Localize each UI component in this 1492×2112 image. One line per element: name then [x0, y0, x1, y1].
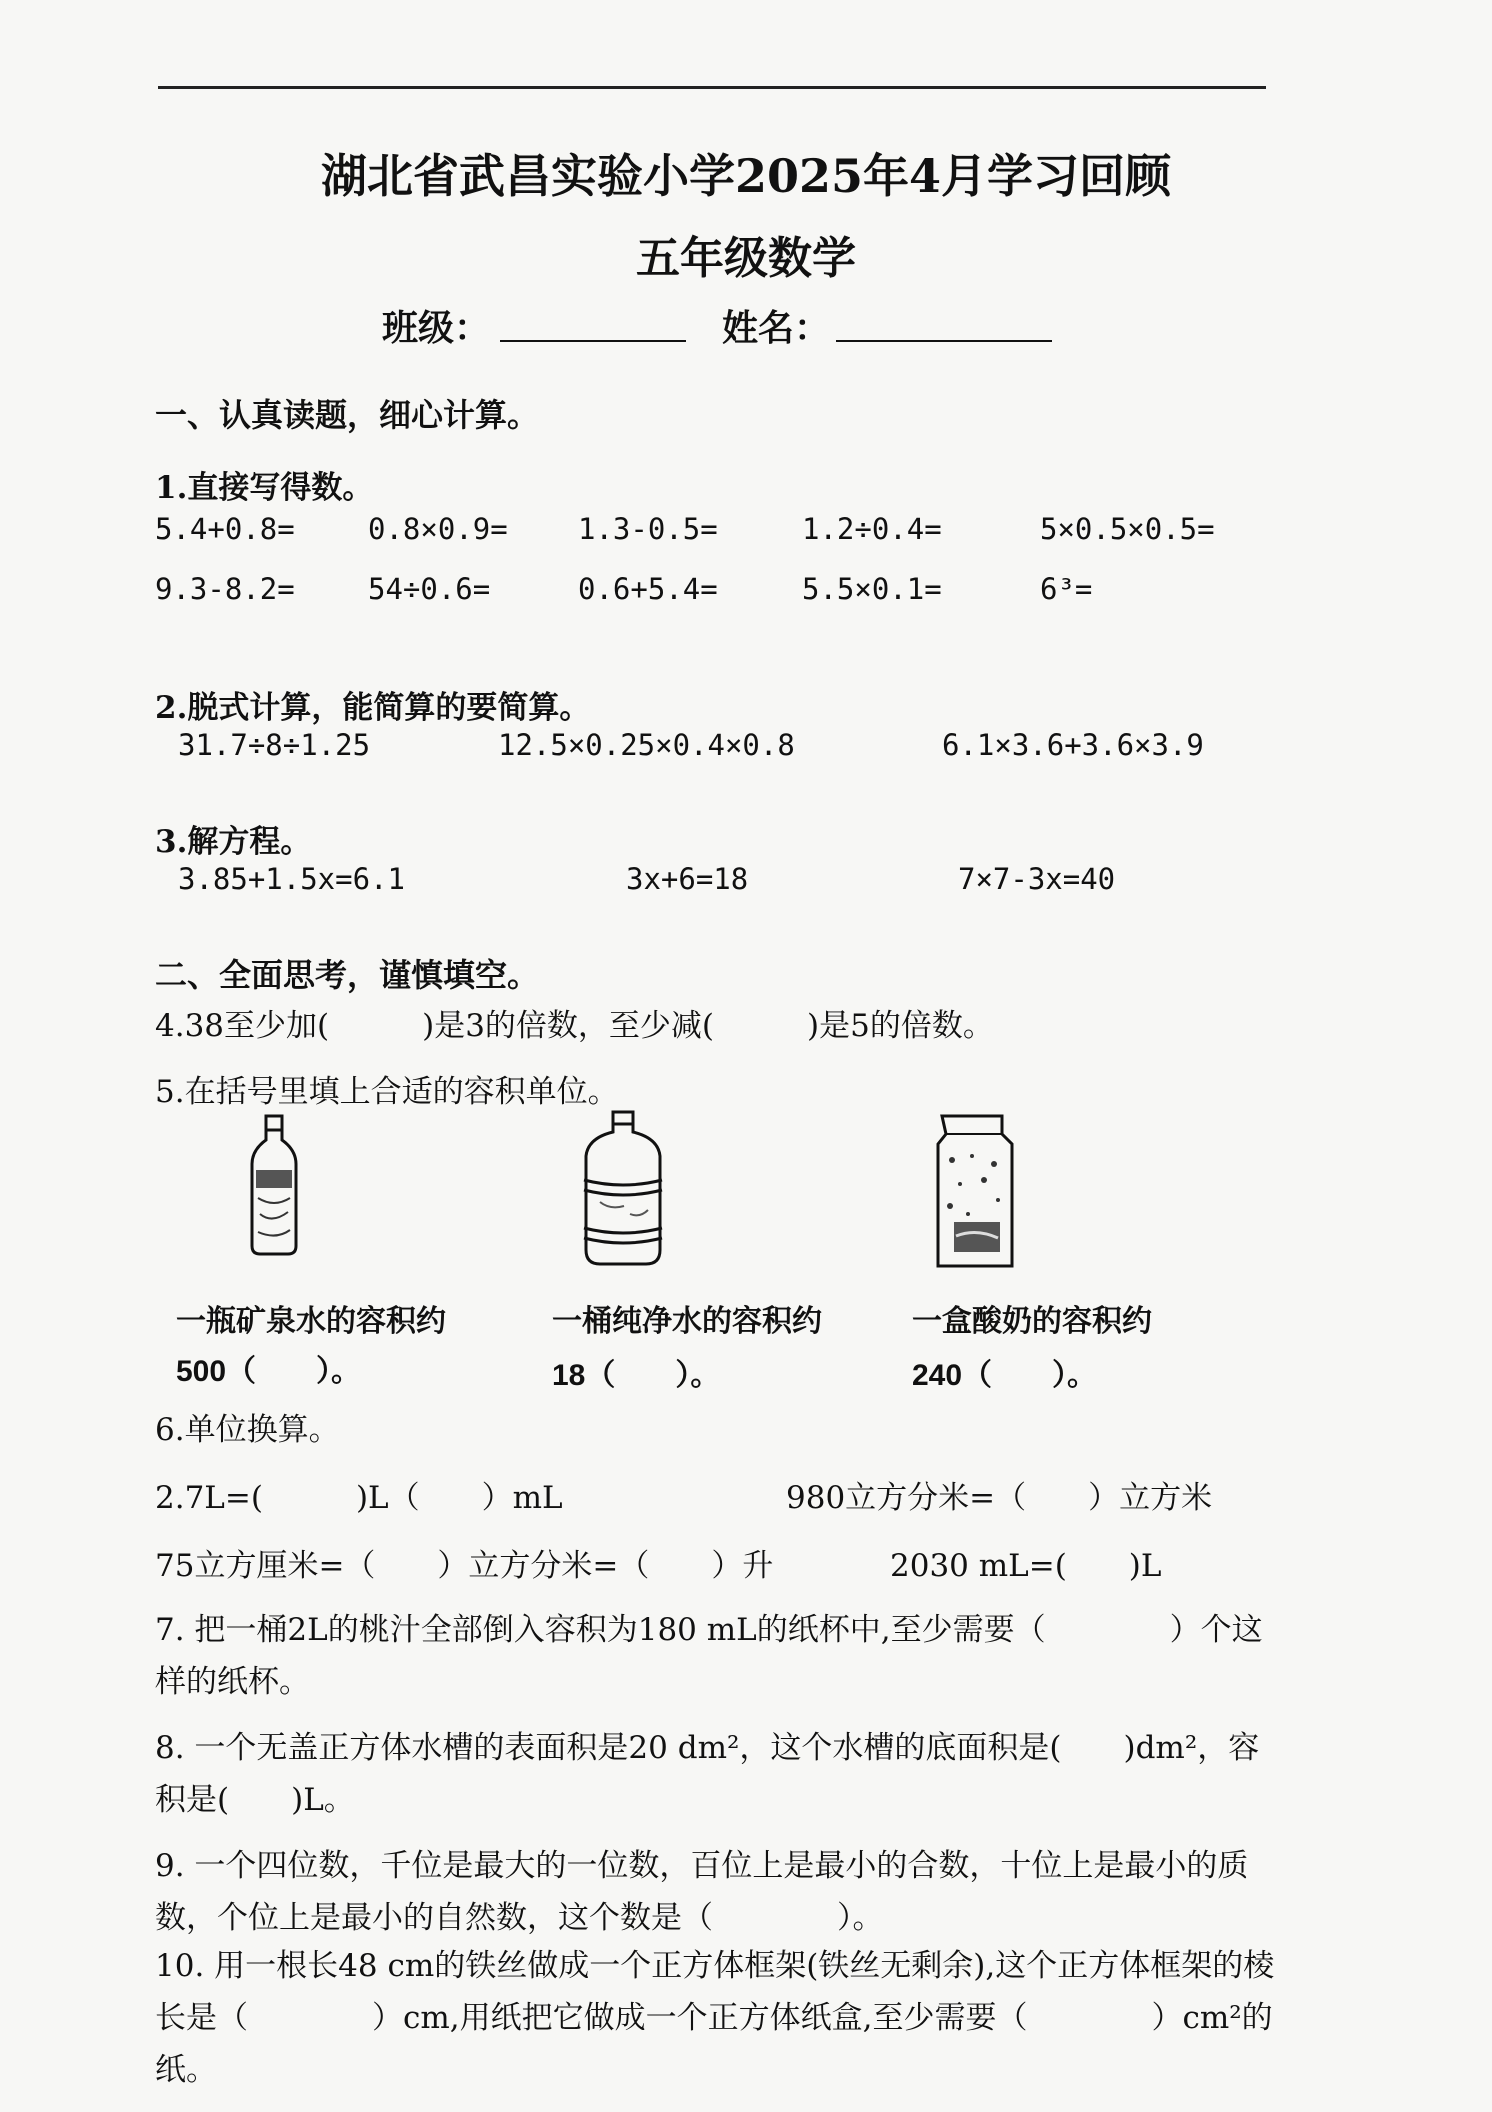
section1-heading: 一、认真读题，细心计算。: [155, 396, 540, 434]
q2-heading: 2.脱式计算，能简算的要简算。: [155, 690, 591, 726]
q1-r1-item: 5.4+0.8=: [155, 512, 295, 546]
q5-heading: 5.在括号里填上合适的容积单位。: [155, 1074, 619, 1110]
page-subtitle: 五年级数学: [636, 233, 856, 284]
q2-item: 6.1×3.6+3.6×3.9: [942, 728, 1204, 762]
q8-text: 8. 一个无盖正方体水槽的表面积是20 dm²，这个水槽的底面积是( )dm²，容积是( )L。: [155, 1730, 1260, 1818]
q1-r1-item: 5×0.5×0.5=: [1040, 512, 1215, 546]
water-jug-icon: [580, 1110, 666, 1268]
name-label: 姓名：: [722, 307, 831, 349]
q6-line1-left: 2.7L=( )L（ ）mL: [155, 1480, 563, 1516]
q2-item: 12.5×0.25×0.4×0.8: [498, 728, 795, 762]
q5-caption: 一瓶矿泉水的容积约: [176, 1304, 446, 1339]
class-label: 班级：: [382, 307, 491, 349]
q3-item: 7×7-3x=40: [958, 862, 1116, 896]
q1-r1-item: 0.8×0.9=: [368, 512, 508, 546]
q2-item: 31.7÷8÷1.25: [178, 728, 371, 762]
q6-line2-left: 75立方厘米=（ ）立方分米=（ ）升: [155, 1548, 774, 1584]
q5-value: 500（ ）。: [176, 1355, 362, 1388]
q3-item: 3x+6=18: [626, 862, 749, 896]
q1-r2-item: 54÷0.6=: [368, 572, 491, 606]
q9-text: 9. 一个四位数，千位是最大的一位数，百位上是最小的合数，十位上是最小的质数，个位上是最小的自然数，这个数是（ ）。: [155, 1848, 1249, 1936]
section2-heading: 二、全面思考，谨慎填空。: [155, 956, 540, 994]
q5-value: 240（ ）。: [912, 1359, 1098, 1392]
q1-heading: 1.直接写得数。: [155, 470, 374, 506]
q1-r2-item: 9.3-8.2=: [155, 572, 295, 606]
q3-item: 3.85+1.5x=6.1: [178, 862, 405, 896]
yogurt-carton-icon: [932, 1110, 1018, 1272]
q1-r2-item: 6³=: [1040, 572, 1093, 606]
water-bottle-icon: [246, 1114, 302, 1258]
q1-r2-item: 0.6+5.4=: [578, 572, 718, 606]
q1-r2-item: 5.5×0.1=: [802, 572, 942, 606]
q7-text: 7. 把一桶2L的桃汁全部倒入容积为180 mL的纸杯中,至少需要（ ）个这样的纸杯。: [155, 1612, 1263, 1700]
q10-text: 10. 用一根长48 cm的铁丝做成一个正方体框架(铁丝无剩余),这个正方体框架的棱长是（ ）cm,用纸把它做成一个正方体纸盒,至少需要（ ）cm²的纸。: [155, 1948, 1275, 2088]
q6-line1-right: 980立方分米=（ ）立方米: [786, 1480, 1213, 1516]
q1-r1-item: 1.2÷0.4=: [802, 512, 942, 546]
q5-value: 18（ ）。: [552, 1359, 721, 1392]
name-field[interactable]: [836, 340, 1052, 342]
q6-line2-right: 2030 mL=( )L: [890, 1548, 1162, 1584]
q5-caption: 一盒酸奶的容积约: [912, 1304, 1152, 1339]
q3-heading: 3.解方程。: [155, 824, 312, 860]
page-title: 湖北省武昌实验小学2025年4月学习回顾: [320, 149, 1172, 203]
class-field[interactable]: [500, 340, 686, 342]
q5-caption: 一桶纯净水的容积约: [552, 1304, 822, 1339]
q4-text: 4.38至少加( )是3的倍数，至少减( )是5的倍数。: [155, 1008, 994, 1044]
top-rule: [158, 86, 1266, 89]
q1-r1-item: 1.3-0.5=: [578, 512, 718, 546]
q6-heading: 6.单位换算。: [155, 1412, 340, 1448]
